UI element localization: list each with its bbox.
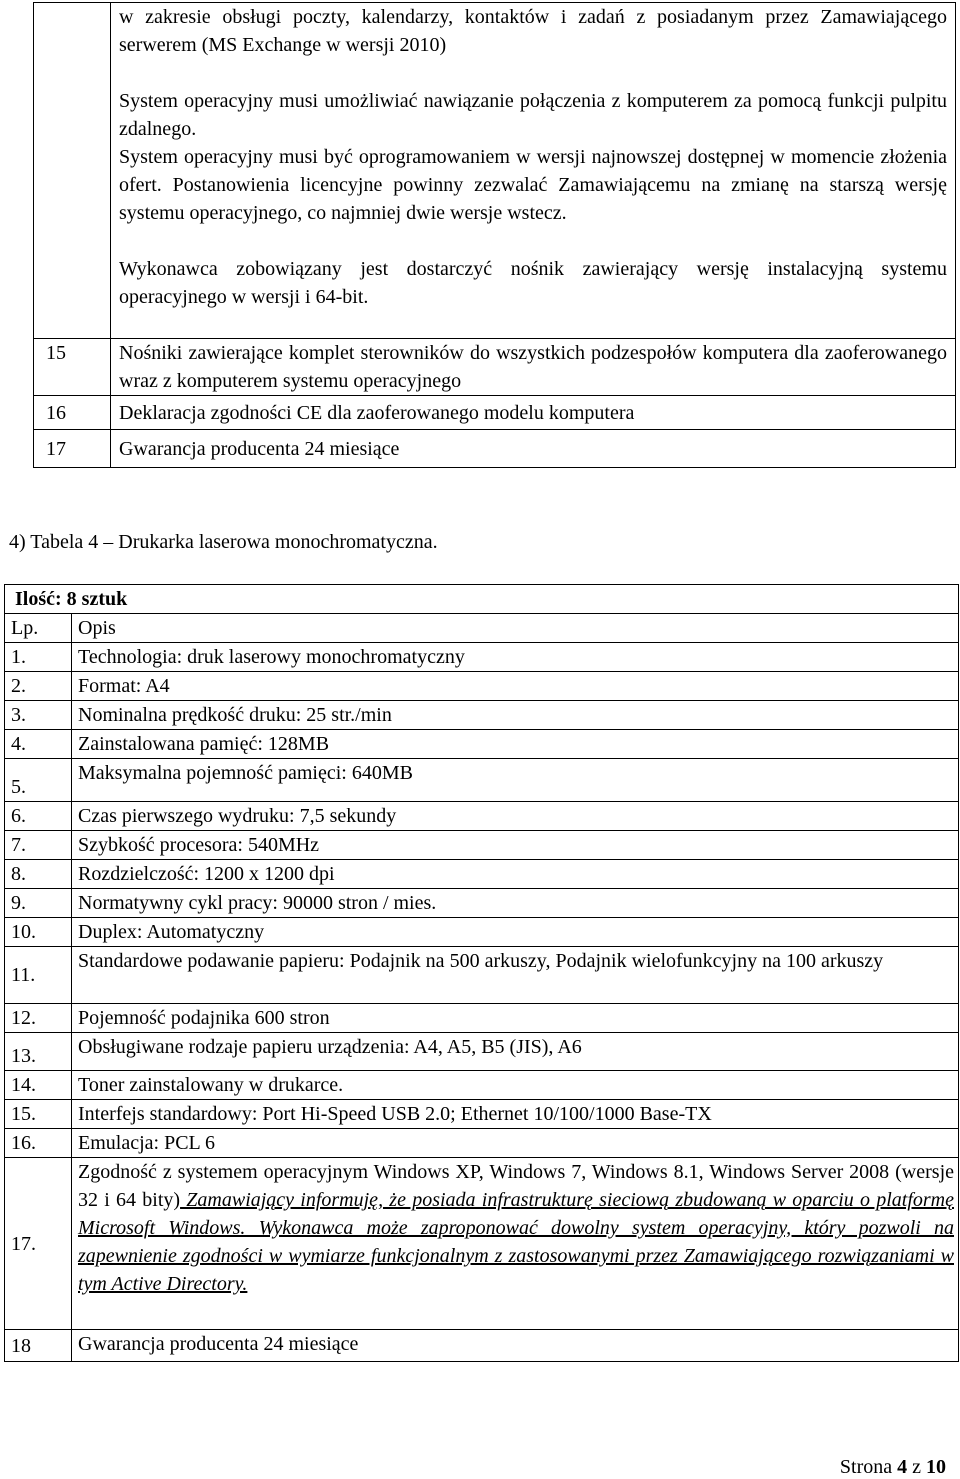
row-description: Pojemność podajnika 600 stron	[72, 1004, 959, 1033]
row-description: Duplex: Automatyczny	[72, 918, 959, 947]
row-description: Toner zainstalowany w drukarce.	[72, 1071, 959, 1100]
table-row	[5, 1330, 959, 1362]
row-number: 11.	[5, 947, 72, 1004]
table-row	[5, 947, 959, 1004]
paragraph: System operacyjny musi być oprogramowaniem w wersji najnowszej dostępnej w momencie złożenia ofert. Postanowienia licencyjne powinny zezwalać Zamawiającemu na zmianę na starszą wersję systemu operacyjnego, co najmniej dwie wersje wstecz.	[119, 146, 947, 224]
row-number: 12.	[5, 1004, 72, 1033]
table-row	[5, 802, 959, 831]
row-number: 8.	[5, 860, 72, 889]
table-row	[5, 643, 959, 672]
page-number: 4	[897, 1456, 908, 1478]
table-header-row	[5, 614, 959, 643]
paragraph: w zakresie obsługi poczty, kalendarzy, kontaktów i zadań z posiadanym przez Zamawiającego serwerem (MS Exchange w wersji 2010)	[119, 6, 947, 56]
table-row	[34, 3, 956, 339]
row-description: Szybkość procesora: 540MHz	[72, 831, 959, 860]
row-number: 16	[34, 396, 111, 430]
row-description: Interfejs standardowy: Port Hi-Speed USB 2.0; Ethernet 10/100/1000 Base-TX	[72, 1100, 959, 1129]
row-number: 6.	[5, 802, 72, 831]
table-row	[5, 672, 959, 701]
row-number: 14.	[5, 1071, 72, 1100]
row-number: 3.	[5, 701, 72, 730]
page-footer	[840, 1455, 946, 1479]
row-number: 10.	[5, 918, 72, 947]
row-description: Maksymalna pojemność pamięci: 640MB	[72, 759, 959, 802]
paragraph: Wykonawca zobowiązany jest dostarczyć nośnik zawierający wersję instalacyjną systemu operacyjnego w wersji i 64-bit.	[119, 258, 947, 308]
row-number: 18	[5, 1330, 72, 1362]
row-description: Czas pierwszego wydruku: 7,5 sekundy	[72, 802, 959, 831]
row-description: Normatywny cykl pracy: 90000 stron / mies.	[72, 889, 959, 918]
row-number-cell	[34, 3, 111, 339]
table-row	[5, 831, 959, 860]
table-row	[5, 1158, 959, 1330]
table-row	[34, 396, 956, 430]
table-row	[5, 759, 959, 802]
row-number: 17	[34, 430, 111, 468]
table-row	[5, 1071, 959, 1100]
page-separator: z	[907, 1456, 926, 1478]
row-description: Technologia: druk laserowy monochromatyczny	[72, 643, 959, 672]
table-row	[5, 701, 959, 730]
row-number: 7.	[5, 831, 72, 860]
table-row	[5, 1100, 959, 1129]
quantity-row	[5, 585, 959, 614]
row-description	[72, 1158, 959, 1330]
row-description-cell	[111, 3, 956, 339]
table-row	[5, 1033, 959, 1071]
row-number: 13.	[5, 1033, 72, 1071]
row-description: Standardowe podawanie papieru: Podajnik na 500 arkuszy, Podajnik wielofunkcyjny na 100 arkuszy	[72, 947, 959, 1004]
table-row	[5, 1129, 959, 1158]
row-description: Nośniki zawierające komplet sterowników do wszystkich podzespołów komputera dla zaoferowanego wraz z komputerem systemu operacyjnego	[111, 339, 956, 396]
paragraph: System operacyjny musi umożliwiać nawiązanie połączenia z komputerem za pomocą funkcji pulpitu zdalnego.	[119, 90, 947, 140]
row-description: Deklaracja zgodności CE dla zaoferowanego modelu komputera	[111, 396, 956, 430]
table-row	[34, 430, 956, 468]
table-row	[5, 730, 959, 759]
row-description: Rozdzielczość: 1200 x 1200 dpi	[72, 860, 959, 889]
compatibility-text: Zgodność z systemem operacyjnym Windows XP, Windows 7, Windows 8.1, Windows Server 2008 (wersje 32 i 64 bity)	[78, 1161, 954, 1211]
row-number: 1.	[5, 643, 72, 672]
quantity-label: Ilość: 8 sztuk	[5, 585, 959, 614]
row-description: Format: A4	[72, 672, 959, 701]
row-description: Nominalna prędkość druku: 25 str./min	[72, 701, 959, 730]
row-description: Obsługiwane rodzaje papieru urządzenia: A4, A5, B5 (JIS), A6	[72, 1033, 959, 1071]
page-label: Strona	[839, 1456, 898, 1478]
section-heading: 4) Tabela 4 – Drukarka laserowa monochromatyczna.	[9, 531, 438, 553]
table-row	[5, 860, 959, 889]
row-number: 15	[34, 339, 111, 396]
ordering-party-note: Zamawiający informuję, że posiada infrastrukturę sieciową zbudowaną w oparciu o platformę Microsoft Windows. Wykonawca może zaproponować dowolny system operacyjny, który pozwoli na zapewnienie zgodności w wymiarze funkcjonalnym z zastosowanymi przez Zamawiającego rozwiązaniami w tym Active Directory.	[78, 1189, 954, 1295]
row-number: 5.	[5, 759, 72, 802]
row-description: Gwarancja producenta 24 miesiące	[111, 430, 956, 468]
column-header-number: Lp.	[5, 614, 72, 643]
requirements-table-printer	[4, 584, 959, 1362]
column-header-description: Opis	[72, 614, 959, 643]
requirements-table-computer	[33, 2, 956, 468]
row-number: 2.	[5, 672, 72, 701]
row-number: 9.	[5, 889, 72, 918]
paragraph-gap	[119, 227, 947, 255]
row-description: Zainstalowana pamięć: 128MB	[72, 730, 959, 759]
table-row	[5, 889, 959, 918]
table-row	[5, 918, 959, 947]
row-description: Emulacja: PCL 6	[72, 1129, 959, 1158]
table-row	[5, 1004, 959, 1033]
table-row	[34, 339, 956, 396]
paragraph-gap	[119, 59, 947, 87]
row-description: Gwarancja producenta 24 miesiące	[72, 1330, 959, 1362]
page-total: 10	[926, 1456, 946, 1478]
row-number: 15.	[5, 1100, 72, 1129]
row-number: 16.	[5, 1129, 72, 1158]
row-number: 4.	[5, 730, 72, 759]
row-number: 17.	[5, 1158, 72, 1330]
